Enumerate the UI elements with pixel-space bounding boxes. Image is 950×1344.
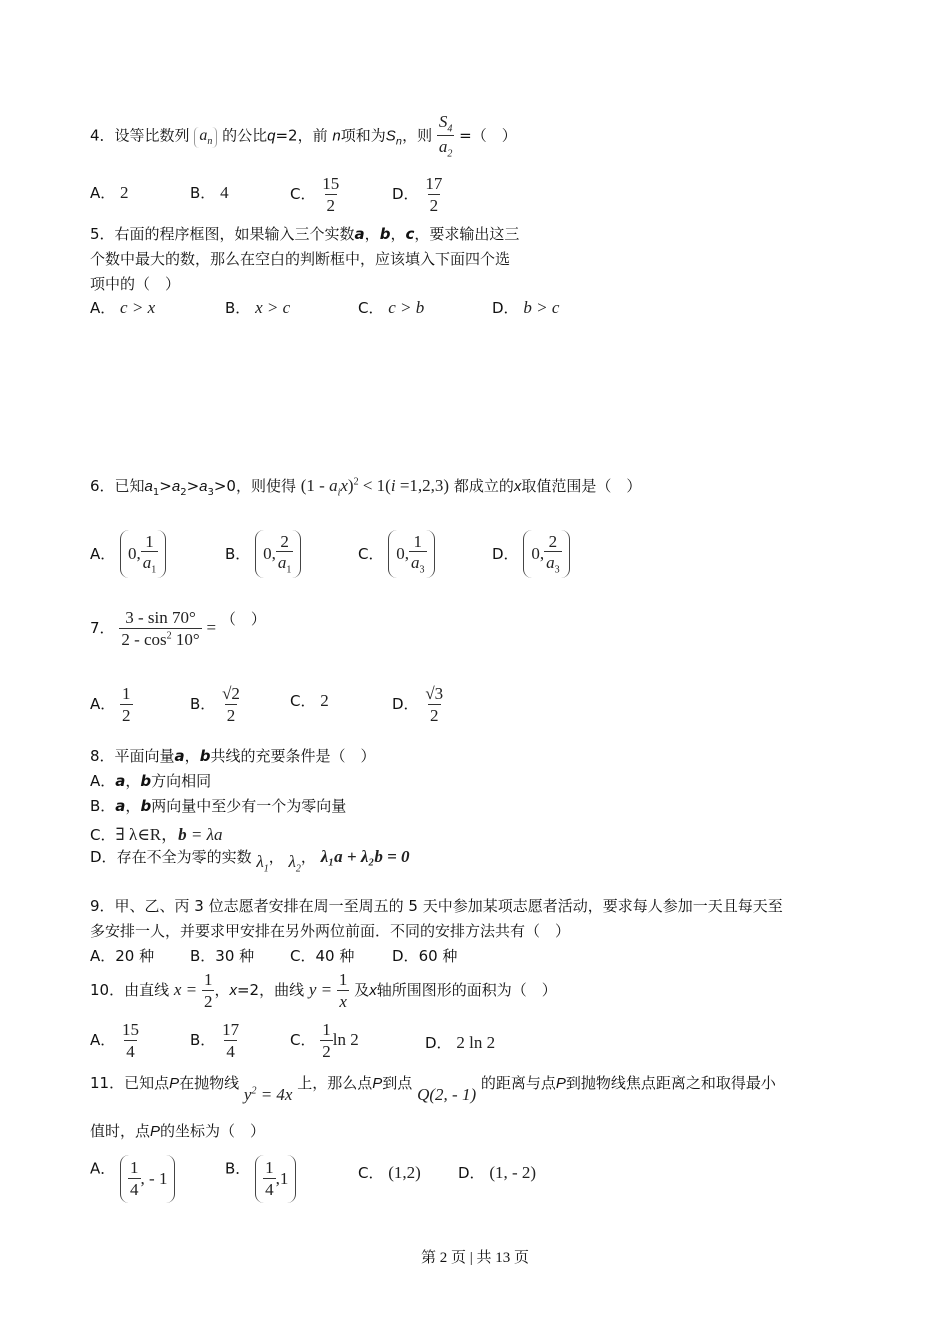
- q7-option-a: A． $\frac{1}{2}$: [90, 684, 131, 725]
- q5-option-c: C． c > b: [358, 298, 425, 317]
- q4-option-a: A． 2: [90, 183, 129, 202]
- q11-stem-line1: 11．已知点P在抛物线 $y^2 = 4x$ 上，那么点P到点 Q(2, - 1) 的距离与点P到抛物线焦点距离之和取得最小: [90, 1074, 776, 1104]
- q9-stem-line2: 多安排一人，并要求甲安排在另外两位前面．不同的安排方法共有（ ）: [90, 922, 571, 940]
- q10-option-b: B． $\frac{17}{4}$: [190, 1020, 240, 1061]
- q5-option-b: B． x > c: [225, 298, 291, 317]
- q9-option-d: D．60 种: [392, 947, 458, 965]
- q8-option-a: A．a，b方向相同: [90, 772, 212, 790]
- q11-option-b: B． $\frac{1}{4}$ ,1: [225, 1155, 296, 1203]
- q10-option-c: C． $\frac{1}{2}$ ln 2: [290, 1020, 359, 1061]
- q4-stem: 4．设等比数列 $a_n$ 的公比q=2，前 n项和为$S_n$，则 $\frac{S_4}{a_2}$ =（ ）: [90, 112, 517, 160]
- q10-option-d: D． 2 ln 2: [425, 1033, 496, 1052]
- q9-stem-line1: 9．甲、乙、丙 3 位志愿者安排在周一至周五的 5 天中参加某项志愿者活动，要求每人参加一天且每天至: [90, 897, 783, 915]
- q9-option-a: A．20 种: [90, 947, 155, 965]
- q10-option-a: A． $\frac{15}{4}$: [90, 1020, 140, 1061]
- q11-option-d: D． (1, - 2): [458, 1163, 537, 1182]
- q5-stem-line3: 项中的（ ）: [90, 275, 181, 293]
- q4-option-c: C． $\frac{15}{2}$: [290, 174, 340, 215]
- q8-stem: 8．平面向量a，b共线的充要条件是（ ）: [90, 747, 376, 765]
- q10-stem: 10．由直线 x = $\frac{1}{2}$ ，x=2，曲线 y = $\frac{1}{x}$ 及x轴所围图形的面积为（ ）: [90, 970, 557, 1011]
- q5-option-a: A． c > x: [90, 298, 156, 317]
- q9-option-c: C．40 种: [290, 947, 355, 965]
- q8-option-b: B．a，b两向量中至少有一个为零向量: [90, 797, 347, 815]
- q11-option-c: C． (1,2): [358, 1163, 421, 1182]
- q7-stem: 7． $\frac{3 - \sin 70^\circ}{2 - \cos^2 10^\circ}$ = （ ）: [90, 608, 266, 649]
- q7-option-d: D． $\frac{√3}{2}$: [392, 684, 444, 725]
- q4-option-b: B． 4: [190, 183, 229, 202]
- q8-option-d: D．存在不全为零的实数 $\lambda_1$， $\lambda_2$， λ₁a + λ₂b = 0: [90, 847, 410, 875]
- q6-option-d: D． 0, $\frac{2}{a_3}$: [492, 530, 570, 578]
- q11-option-a: A． $\frac{1}{4}$ , - 1: [90, 1155, 175, 1203]
- q8-option-c: C．∃ λ∈R，b = λa: [90, 825, 223, 844]
- page-footer: 第 2 页 | 共 13 页: [420, 1250, 529, 1266]
- q6-option-b: B． 0, $\frac{2}{a_1}$: [225, 530, 301, 578]
- q11-stem-line2: 值时，点P的坐标为（ ）: [90, 1122, 266, 1140]
- q7-option-b: B． $\frac{√2}{2}$: [190, 684, 240, 725]
- q4-option-d: D． $\frac{17}{2}$: [392, 174, 443, 215]
- q6-stem: 6．已知$a_1>a_2>a_3>0$，则使得 $(1 - a_ix)^2 < 1(i =1,2,3)$ 都成立的x取值范围是（ ）: [90, 476, 642, 499]
- q5-stem-line2: 个数中最大的数，那么在空白的判断框中，应该填入下面四个选: [90, 250, 511, 268]
- q9-option-b: B．30 种: [190, 947, 255, 965]
- q6-option-a: A． 0, $\frac{1}{a_1}$: [90, 530, 166, 578]
- q6-option-c: C． 0, $\frac{1}{a_3}$: [358, 530, 435, 578]
- q5-option-d: D． b > c: [492, 298, 560, 317]
- q7-option-c: C． 2: [290, 691, 329, 710]
- q5-stem-line1: 5．右面的程序框图，如果输入三个实数a，b，c，要求输出这三: [90, 225, 520, 243]
